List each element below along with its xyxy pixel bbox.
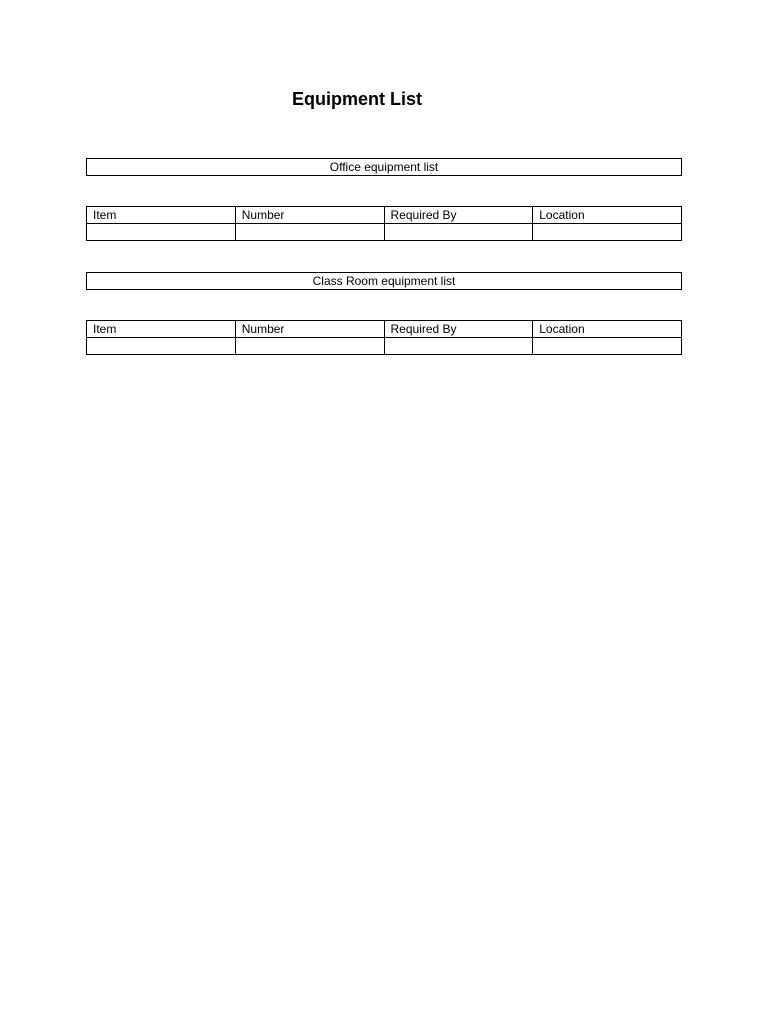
cell-number xyxy=(235,338,384,355)
table-header-row xyxy=(87,207,682,224)
column-header-number: Number xyxy=(235,321,384,338)
column-header-number: Number xyxy=(235,207,384,224)
cell-required-by xyxy=(384,224,533,241)
table-row xyxy=(87,338,682,355)
classroom-section-header: Class Room equipment list xyxy=(86,272,682,290)
cell-item xyxy=(87,224,236,241)
office-equipment-table xyxy=(86,206,682,241)
cell-required-by xyxy=(384,338,533,355)
table-row xyxy=(87,224,682,241)
classroom-equipment-table xyxy=(86,320,682,355)
cell-number xyxy=(235,224,384,241)
cell-location xyxy=(533,338,682,355)
column-header-item: Item xyxy=(87,321,236,338)
cell-item xyxy=(87,338,236,355)
column-header-location: Location xyxy=(533,207,682,224)
page-title: Equipment List xyxy=(292,89,422,109)
column-header-required-by: Required By xyxy=(384,207,533,224)
column-header-item: Item xyxy=(87,207,236,224)
table-header-row xyxy=(87,321,682,338)
column-header-location: Location xyxy=(533,321,682,338)
column-header-required-by: Required By xyxy=(384,321,533,338)
office-section-header: Office equipment list xyxy=(86,158,682,176)
cell-location xyxy=(533,224,682,241)
